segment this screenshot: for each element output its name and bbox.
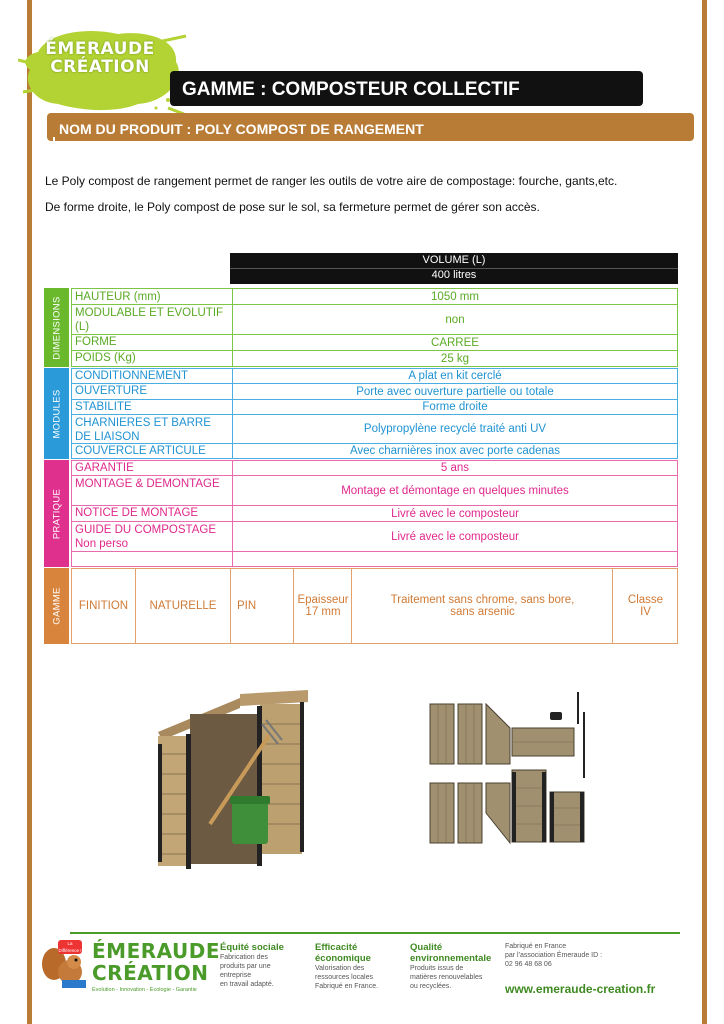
header-logo <box>40 40 160 76</box>
product-title-bar <box>47 113 694 141</box>
footer-column-title: Qualité environnementale <box>410 942 492 964</box>
row-label: OUVERTURE <box>75 385 147 397</box>
footer-column-title: Efficacité économique <box>315 942 371 964</box>
table-row <box>71 305 678 335</box>
table-row <box>71 415 678 444</box>
row-label: MONTAGE & DEMONTAGE <box>75 478 220 490</box>
table-row <box>71 522 678 552</box>
product-title: NOM DU PRODUIT : POLY COMPOST DE RANGEMENT <box>51 117 694 137</box>
left-border-bar <box>27 0 32 1024</box>
table-row <box>71 351 678 367</box>
footer-column-line: Fabrication des <box>220 954 268 961</box>
footer-column-environment <box>410 942 495 991</box>
row-value: A plat en kit cerclé <box>232 369 677 383</box>
footer-column-line: en travail adapté. <box>220 981 274 988</box>
description-line-2: De forme droite, le Poly compost de pose sur le sol, sa fermeture permet de gérer son accès. <box>45 200 540 214</box>
group-modules-label-text: MODULES <box>51 388 62 439</box>
footer-column-economic <box>315 942 395 991</box>
footer-logo-tagline: Évolution - Innovation - Écologie - Garantie <box>92 987 197 993</box>
footer-logo-badge: La Différence ! <box>58 941 82 953</box>
table-row <box>71 476 678 506</box>
footer-column-social <box>220 942 284 989</box>
footer-column-line: Valorisation des <box>315 965 365 972</box>
group-pratique-label <box>44 460 69 567</box>
row-label: NOTICE DE MONTAGE <box>75 507 199 519</box>
gamme-cell: Epaisseur 17 mm <box>295 569 352 643</box>
table-row <box>71 400 678 415</box>
group-dimensions <box>44 288 678 367</box>
row-value: CARREE <box>232 335 677 350</box>
range-title: GAMME : COMPOSTEUR COLLECTIF <box>170 71 643 106</box>
table-row <box>71 288 678 305</box>
group-pratique <box>44 460 678 567</box>
table-row <box>71 568 678 644</box>
row-label: CHARNIERES ET BARRE DE LIAISON <box>75 417 211 443</box>
gamme-cell: NATURELLE <box>136 569 231 643</box>
row-label: CONDITIONNEMENT <box>75 370 189 382</box>
group-dimensions-label-text: DIMENSIONS <box>51 295 62 360</box>
volume-header <box>230 253 678 284</box>
right-border-bar <box>702 0 707 1024</box>
flat-pack-kit-image <box>420 688 595 863</box>
gamme-cell: FINITION <box>72 569 136 643</box>
row-value: Avec charnières inox avec porte cadenas <box>232 444 677 458</box>
group-dimensions-label <box>44 288 69 367</box>
group-gamme <box>44 568 678 644</box>
gamme-cell: Traitement sans chrome, sans bore, sans arsenic <box>353 569 613 643</box>
row-value: 25 kg <box>232 351 677 366</box>
table-row <box>71 335 678 351</box>
description-line-1: Le Poly compost de rangement permet de ranger les outils de votre aire de compostage: fourche, gants,etc. <box>45 174 618 188</box>
table-row <box>71 384 678 400</box>
row-value: 5 ans <box>232 461 677 475</box>
table-row <box>71 444 678 459</box>
group-modules <box>44 368 678 459</box>
row-label: HAUTEUR (mm) <box>75 291 161 303</box>
group-modules-label <box>44 368 69 459</box>
footer-contact <box>505 942 602 969</box>
row-label: GUIDE DU COMPOSTAGE Non perso <box>75 524 216 550</box>
table-row <box>71 506 678 522</box>
footer-column-line: produits par une <box>220 963 271 970</box>
row-value: Polypropylène recyclé traité anti UV <box>232 415 677 443</box>
footer-column-line: matières renouvelables <box>410 974 483 981</box>
table-row <box>71 460 678 476</box>
group-gamme-label-text: GAMME <box>51 587 62 625</box>
volume-header-value: 400 litres <box>431 269 477 281</box>
row-label: FORME <box>75 336 117 348</box>
footer-column-line: entreprise <box>220 972 252 979</box>
footer-logo-line2: CRÉATION <box>92 961 209 985</box>
volume-header-separator <box>230 268 678 269</box>
footer-logo-line1: ÉMERAUDE <box>92 939 220 963</box>
logo-line2: CRÉATION <box>50 57 150 77</box>
assembled-composter-image <box>150 684 310 874</box>
gamme-cell: PIN <box>231 569 294 643</box>
table-row <box>71 552 678 567</box>
row-value: non <box>232 305 677 334</box>
row-value: Livré avec le composteur <box>232 522 677 551</box>
row-value: Porte avec ouverture partielle ou totale <box>232 384 677 399</box>
footer-column-line: Produits issus de <box>410 965 464 972</box>
volume-header-label: VOLUME (L) <box>422 254 486 266</box>
footer-divider <box>70 932 680 934</box>
row-label: STABILITE <box>75 401 132 413</box>
row-label: COUVERCLE ARTICULE <box>75 445 206 457</box>
logo-line1: ÉMERAUDE <box>45 39 155 59</box>
footer-logo <box>92 940 220 984</box>
footer-column-line: ou recyclées. <box>410 983 452 990</box>
row-label: GARANTIE <box>75 462 134 474</box>
footer-contact-line: par l'association Émeraude ID : <box>505 952 603 959</box>
row-value <box>232 552 677 566</box>
row-value: 1050 mm <box>232 289 677 304</box>
table-row <box>71 368 678 384</box>
row-value: Forme droite <box>232 400 677 414</box>
row-value: Livré avec le composteur <box>232 506 677 521</box>
group-pratique-label-text: PRATIQUE <box>51 488 62 539</box>
footer-contact-line: 02 96 48 68 06 <box>505 961 552 968</box>
footer-column-line: Fabriqué en France. <box>315 983 379 990</box>
footer-column-line: ressources locales <box>315 974 373 981</box>
row-value: Montage et démontage en quelques minutes <box>232 476 677 505</box>
footer-contact-line: Fabriqué en France <box>505 943 567 950</box>
row-label: MODULABLE ET EVOLUTIF (L) <box>75 307 224 333</box>
footer-website-link[interactable]: www.emeraude-creation.fr <box>505 982 656 996</box>
row-label: POIDS (Kg) <box>75 352 136 364</box>
footer-column-title: Équité sociale <box>220 942 284 953</box>
gamme-cell: Classe IV <box>627 594 664 618</box>
group-gamme-label <box>44 568 69 644</box>
